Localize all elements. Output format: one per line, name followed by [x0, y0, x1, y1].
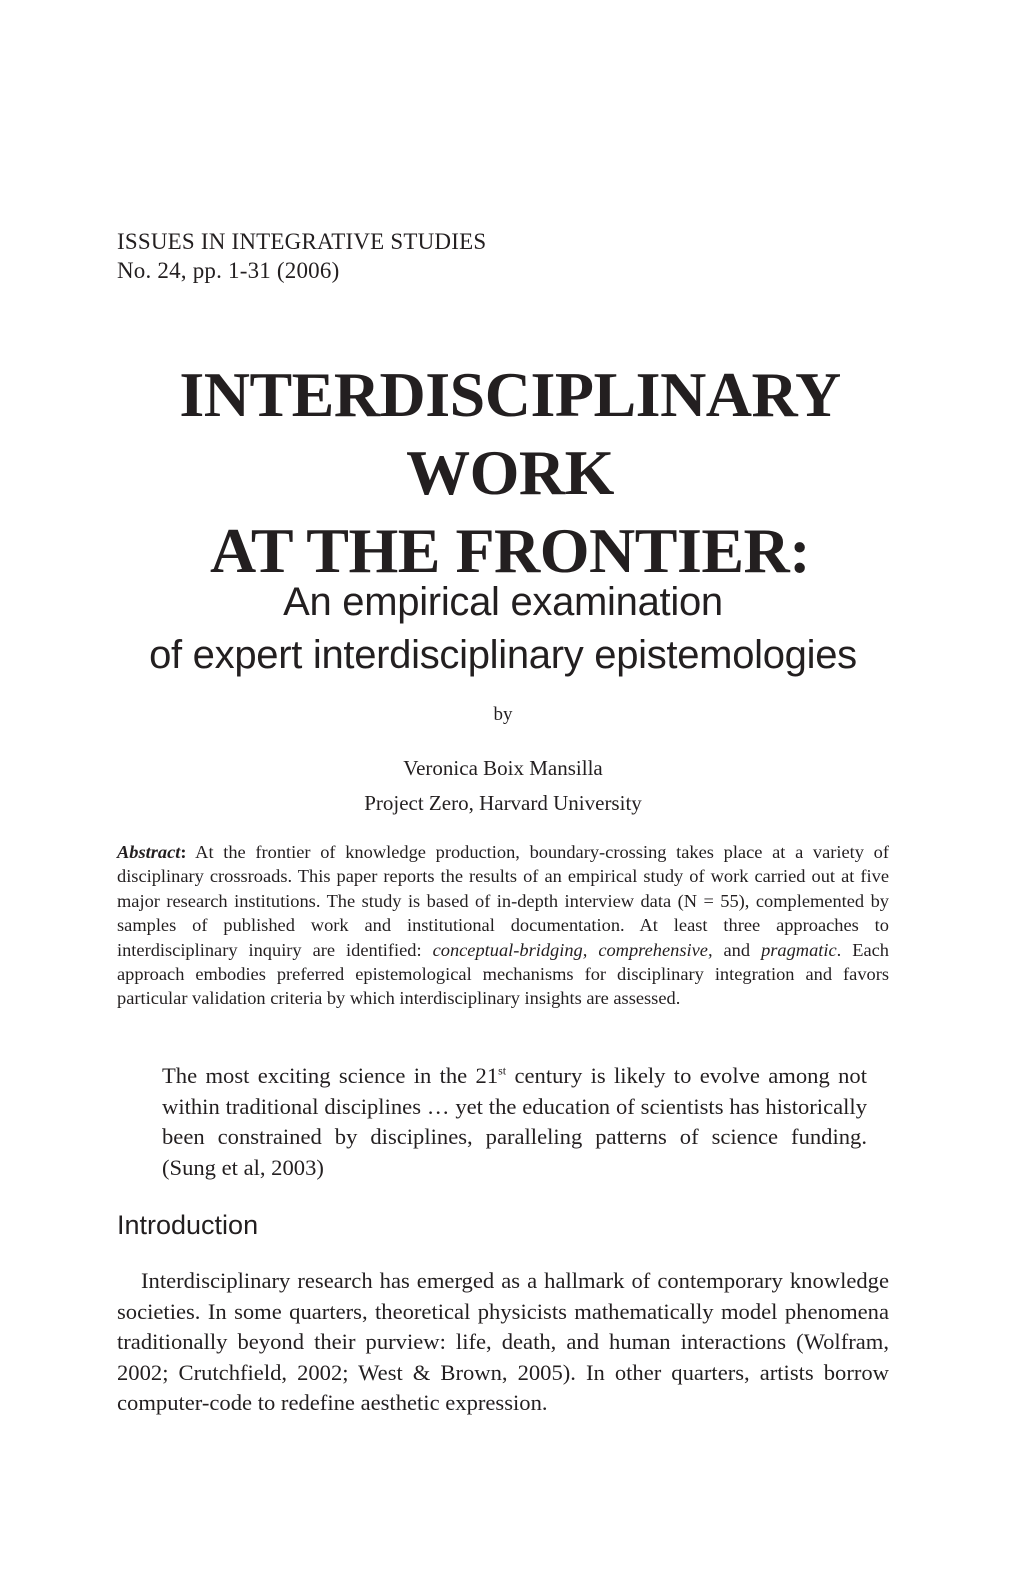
abstract-text: and [712, 939, 762, 960]
section-heading-introduction: Introduction [117, 1210, 259, 1240]
paper-title [0, 356, 1020, 590]
author-affiliation: Project Zero, Harvard University [364, 791, 642, 815]
journal-name: ISSUES IN INTEGRATIVE STUDIES [117, 229, 487, 254]
author-name: Veronica Boix Mansilla [403, 756, 603, 780]
abstract-approach-last: pragmatic [761, 939, 837, 960]
journal-header [117, 227, 486, 285]
title-line: AT THE FRONTIER: [209, 515, 811, 586]
abstract-label: Abstract [117, 842, 181, 862]
epigraph-superscript: st [498, 1063, 507, 1078]
byline-by: by [493, 704, 513, 725]
paper-subtitle [0, 576, 1006, 682]
subtitle-line: An empirical examination [283, 580, 723, 624]
abstract [117, 840, 889, 1011]
epigraph-text: century is likely to evolve among not within traditional disciplines … yet the education of scientists has historically been constrained by disciplines, paralleling patterns of science funding. (Sung et al, 2003) [162, 1063, 867, 1180]
abstract-text: At the frontier of knowledge production, boundary-crossing takes place at a variety of disciplinary crossroads. This paper reports the results of an empirical study of work carried out at five major research institutions. The study is based of in-depth interview data (N = 55), complemented by samples of published work and institutional documentation. At least three approaches to interdisciplinary inquiry are identified: [117, 842, 889, 960]
journal-issue: No. 24, pp. 1-31 (2006) [117, 258, 340, 283]
abstract-colon: : [180, 842, 187, 862]
epigraph-text: The most exciting science in the 21 [162, 1063, 499, 1088]
title-line: INTERDISCIPLINARY [179, 359, 841, 430]
title-line: WORK [406, 437, 614, 508]
abstract-text: . Each approach embodies preferred epistemological mechanisms for disciplinary integration and favors particular validation criteria by which interdisciplinary insights are assessed. [117, 939, 890, 1009]
introduction-paragraph: Interdisciplinary research has emerged as a hallmark of contemporary knowledge societies. In some quarters, theoretical physicists mathematically model phenomena traditionally beyond their purview: life, death, and human interactions (Wolfram, 2002; Crutchfield, 2002; West & Brown, 2005). In other quarters, artists borrow computer-code to redefine aesthetic expression. [117, 1268, 889, 1416]
abstract-approaches: conceptual-bridging, comprehensive, [432, 939, 713, 960]
subtitle-line: of expert interdisciplinary epistemologies [149, 633, 857, 677]
epigraph-quote [162, 1061, 867, 1183]
